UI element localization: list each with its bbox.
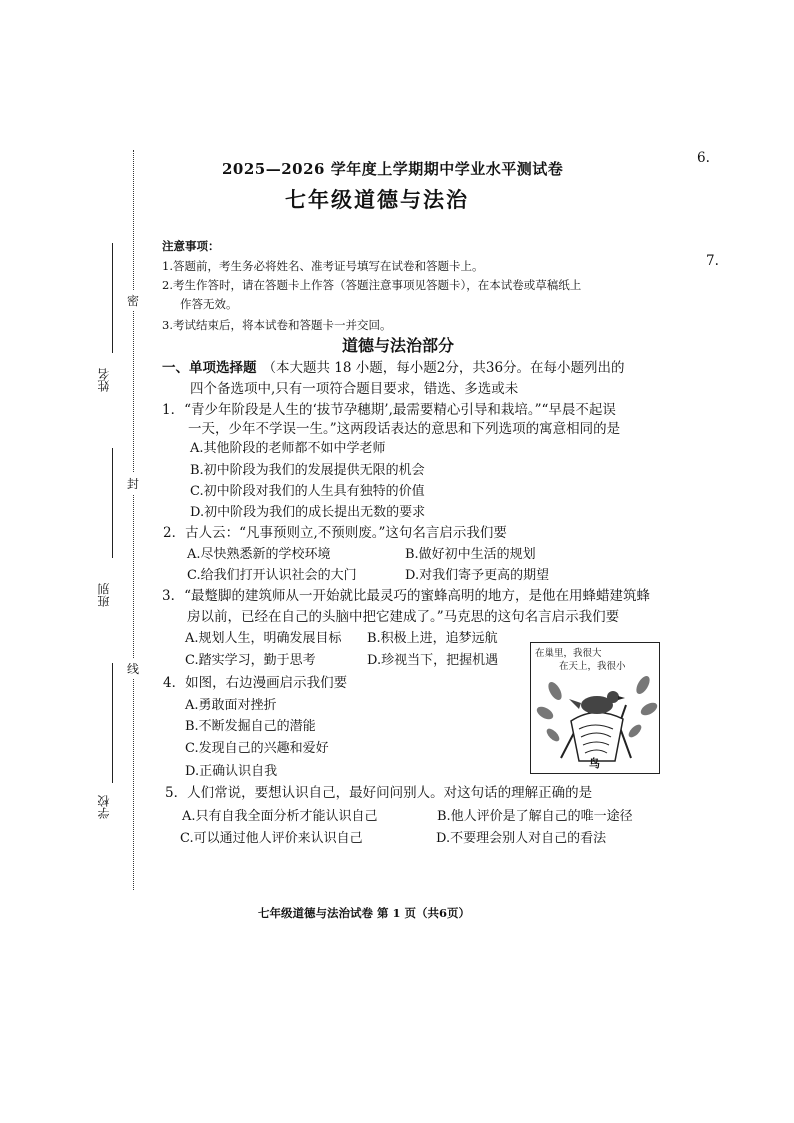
part-description-cont: 四个备选项中,只有一项符合题目要求，错选、多选或未 xyxy=(190,381,519,397)
side-number-7: 7. xyxy=(706,253,719,269)
q2-option-c: C.给我们打开认识社会的大门 xyxy=(187,568,357,583)
binding-line xyxy=(133,150,134,890)
q5-option-c: C.可以通过他人评价来认识自己 xyxy=(180,831,363,846)
part-title: 一、单项选择题 xyxy=(162,360,257,376)
school-label: 学校 xyxy=(97,795,111,819)
question-2: 2．古人云：“凡事预则立,不预则废。”这句名言启示我们要 xyxy=(163,525,507,541)
notice-item-2: 2.考生作答时，请在答题卡上作答（答题注意事项见答题卡），在本试卷或草稿纸上 xyxy=(162,278,582,292)
class-blank-line xyxy=(112,448,113,558)
bird-nest-illustration xyxy=(531,643,659,773)
part-header xyxy=(162,356,625,376)
cartoon-text-1: 在巢里，我很大 xyxy=(535,648,602,659)
question-4: 4．如图，右边漫画启示我们要 xyxy=(163,675,348,691)
q2-option-b: B.做好初中生活的规划 xyxy=(405,547,536,562)
school-blank-line xyxy=(112,663,113,783)
exam-subject: 七年级道德与法治 xyxy=(285,187,469,212)
notice-item-1: 1.答题前，考生务必将姓名、准考证号填写在试卷和答题卡上。 xyxy=(162,259,484,273)
q3-option-d: D.珍视当下，把握机遇 xyxy=(367,653,499,668)
q1-option-c: C.初中阶段对我们的人生具有独特的价值 xyxy=(190,484,425,499)
q3-option-a: A.规划人生，明确发展目标 xyxy=(185,631,342,646)
question-3: 3．“最蹩脚的建筑师从一开始就比最灵巧的蜜蜂高明的地方，是他在用蜂蜡建筑蜂 xyxy=(162,588,650,604)
section-heading: 道德与法治部分 xyxy=(342,336,455,355)
q5-option-d: D.不要理会别人对自己的看法 xyxy=(436,831,607,846)
q5-option-b: B.他人评价是了解自己的唯一途径 xyxy=(437,809,633,824)
q1-option-b: B.初中阶段为我们的发展提供无限的机会 xyxy=(190,463,425,478)
notice-item-2-cont: 作答无效。 xyxy=(180,297,238,311)
q1-option-d: D.初中阶段为我们的成长提出无数的要求 xyxy=(190,505,426,520)
q4-option-d: D.正确认识自我 xyxy=(185,764,278,779)
q3-option-c: C.踏实学习，勤于思考 xyxy=(185,653,316,668)
q3-option-b: B.积极上进，追梦远航 xyxy=(367,631,498,646)
question-5: 5．人们常说，要想认识自己，最好问问别人。对这句话的理解正确的是 xyxy=(165,785,593,801)
q4-option-a: A.勇敢面对挫折 xyxy=(185,698,277,713)
page-footer: 七年级道德与法治试卷 第 1 页（共6页） xyxy=(258,906,471,920)
side-number-6: 6. xyxy=(697,150,710,166)
name-blank-line xyxy=(112,243,113,353)
cartoon-caption: 鸟 xyxy=(589,757,600,770)
part-description: （本大题共 18 小题，每小题2分，共36分。在每小题列出的 xyxy=(262,360,625,376)
seal-char-mi: 密 xyxy=(127,290,139,311)
notice-item-3: 3.考试结束后，将本试卷和答题卡一并交回。 xyxy=(162,318,392,332)
q4-option-c: C.发现自己的兴趣和爱好 xyxy=(185,741,329,756)
seal-char-feng: 封 xyxy=(127,473,139,494)
q2-option-a: A.尽快熟悉新的学校环境 xyxy=(187,547,331,562)
class-label: 班别 xyxy=(97,583,111,607)
question-1: 1．“青少年阶段是人生的‘拔节孕穗期’,最需要精心引导和栽培。”“早晨不起误 xyxy=(162,402,616,418)
q1-option-a: A.其他阶段的老师都不如中学老师 xyxy=(190,441,386,456)
q2-option-d: D.对我们寄予更高的期望 xyxy=(405,568,550,583)
cartoon-text-2: 在天上，我很小 xyxy=(559,661,626,672)
name-label: 姓名 xyxy=(97,368,111,392)
notice-heading: 注意事项： xyxy=(162,239,220,253)
q4-option-b: B.不断发掘自己的潜能 xyxy=(185,719,316,734)
cartoon-image xyxy=(530,642,660,774)
exam-title: 2025—2026 学年度上学期期中学业水平测试卷 xyxy=(222,160,564,178)
q5-option-a: A.只有自我全面分析才能认识自己 xyxy=(182,809,378,824)
seal-char-xian: 线 xyxy=(127,658,139,679)
question-1-cont: 一天，少年不学误一生。”这两段话表达的意思和下列选项的寓意相同的是 xyxy=(188,421,621,437)
question-3-cont: 房以前，已经在自己的头脑中把它建成了。”马克思的这句名言启示我们要 xyxy=(187,609,620,625)
